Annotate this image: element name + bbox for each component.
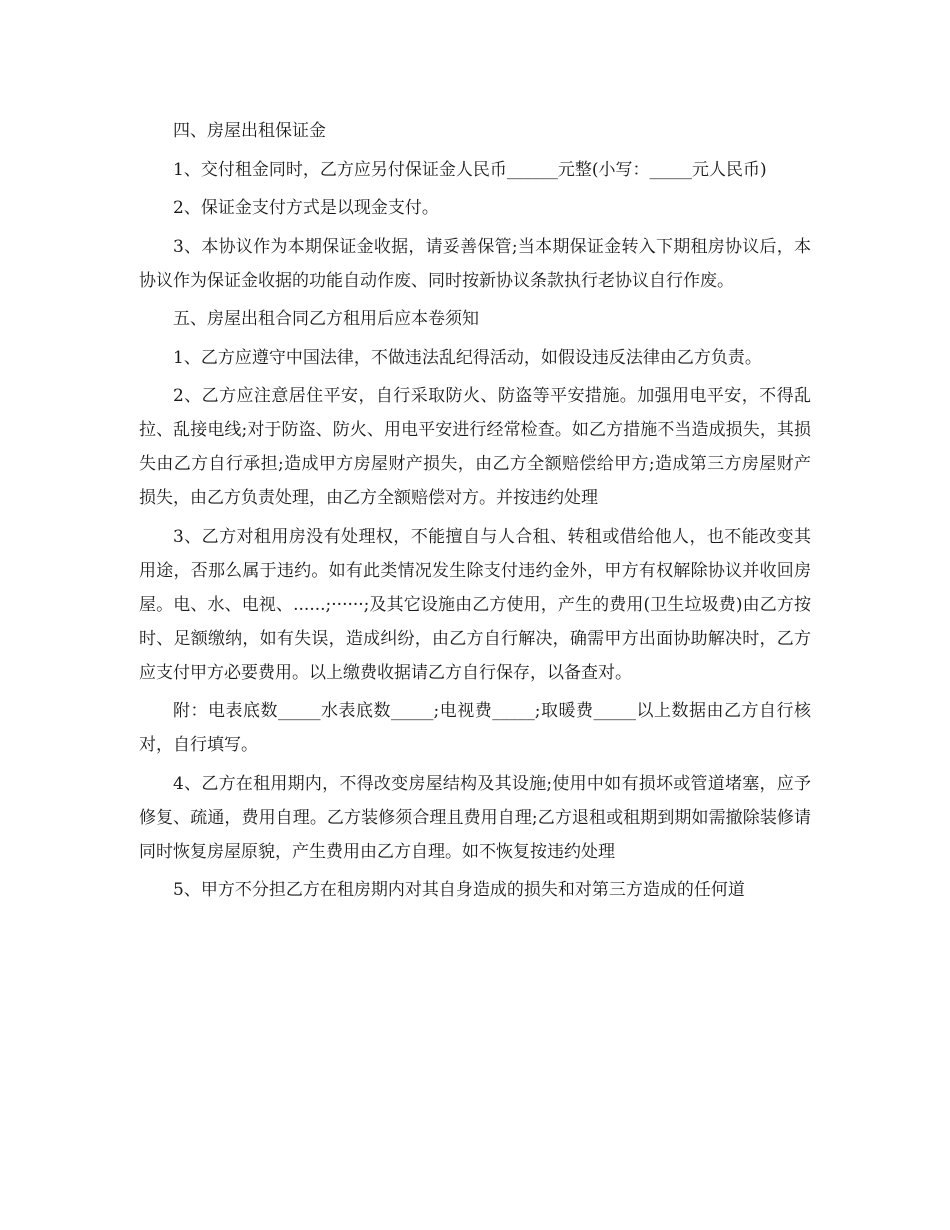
paragraph: 1、乙方应遵守中国法律，不做违法乱纪得活动，如假设违反法律由乙方负责。: [173, 347, 762, 368]
section-heading-deposit: 四、房屋出租保证金: [173, 121, 326, 141]
paragraph: 3、乙方对租用房没有处理权，不能擅自与人合租、转租或借给他人，也不能改变其用途，否那么属于违约。如有此类情况发生除支付违约金外，甲方有权解除协议并收回房屋。电、水、电视、......;······;及其它设施由乙方使用，产生的费用(卫生垃圾费)由乙方按时、足额缴纳，如有失误，造成纠纷，由乙方自行解决，确需甲方出面协助解决时，乙方应支付甲方必要费用。以上缴费收据请乙方自行保存，以备查对。: [139, 526, 811, 683]
paragraph: 附：电表底数_____水表底数_____;电视费_____;取暖费_____以上数据由乙方自行核对，自行填写。: [139, 701, 811, 755]
paragraph: 1、交付租金同时，乙方应另付保证金人民币______元整(小写：_____元人民币): [173, 159, 767, 180]
paragraph: 2、乙方应注意居住平安，自行采取防火、防盗等平安措施。加强用电平安，不得乱拉、乱接电线;对于防盗、防火、用电平安进行经常检查。如乙方措施不当造成损失，其损失由乙方自行承担;造成甲方房屋财产损失，由乙方全额赔偿给甲方;造成第三方房屋财产损失，由乙方负责处理，由乙方全额赔偿对方。并按违约处理: [139, 386, 811, 508]
paragraph: 5、甲方不分担乙方在租房期内对其自身造成的损失和对第三方造成的任何道: [173, 880, 745, 900]
paragraph: 4、乙方在租用期内，不得改变房屋结构及其设施;使用中如有损坏或管道堵塞，应予修复、疏通，费用自理。乙方装修须合理且费用自理;乙方退租或租期到期如需撤除装修请同时恢复房屋原貌，产生费用由乙方自理。如不恢复按违约处理: [139, 773, 811, 862]
section-heading-notice: 五、房屋出租合同乙方租用后应本卷须知: [173, 309, 479, 329]
paragraph: 2、保证金支付方式是以现金支付。: [173, 198, 439, 218]
document-body: [139, 114, 811, 912]
paragraph: 3、本协议作为本期保证金收据，请妥善保管;当本期保证金转入下期租房协议后，本协议作为保证金收据的功能自动作废、同时按新协议条款执行老协议自行作废。: [139, 236, 811, 291]
